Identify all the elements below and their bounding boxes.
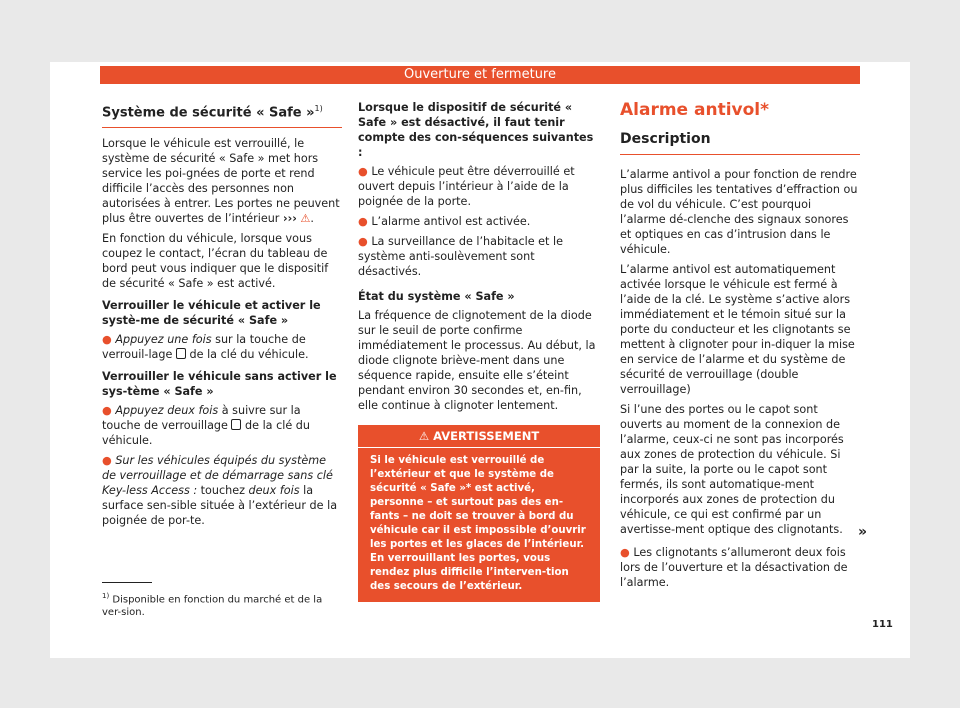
bullet-icon: ● [358, 235, 368, 248]
warning-header [358, 425, 600, 448]
bullet-icon: ● [358, 215, 368, 228]
bullet-icon: ● [102, 333, 112, 347]
paragraph: L’alarme antivol a pour fonction de rendre plus difficiles les tentatives d’effraction ou de vol du véhicule. C’est pourquoi l’alarme dé-clenche des signaux sonores et optiques en cas d’intrusion dans le véhicule. [620, 168, 858, 256]
subheading: Lorsque le dispositif de sécurité « Safe » est désactivé, il faut tenir compte des con-séquences suivantes : [358, 101, 594, 159]
warning-icon: ⚠ [418, 429, 430, 443]
bullet-icon: ● [358, 165, 368, 178]
text: la surface sen-sible située à l’extérieur de la poignée de por-te. [102, 484, 338, 528]
paragraph: En fonction du véhicule, lorsque vous coupez le contact, l’écran du tableau de bord peut vous indiquer que le dispositif de sécurité « Safe » est activé. [102, 232, 329, 291]
section-heading-safe [102, 100, 342, 128]
bullet-icon: ● [102, 454, 112, 468]
text: Les clignotants s’allumeront deux fois lors de l’ouverture et la désactivation de l’alarme. [620, 546, 848, 589]
footnote-ref: 1) [314, 104, 323, 113]
footnote-text: Disponible en fonction du marché et de la ver-sion. [102, 594, 323, 619]
bullet-item [358, 164, 600, 209]
text: L’alarme antivol est activée. [371, 215, 531, 228]
section-title-alarm: Alarme antivol* [620, 100, 770, 120]
warning-box [358, 425, 600, 602]
footnote-mark: 1) [102, 592, 110, 600]
column-safe-consequences [358, 100, 600, 602]
subheading: État du système « Safe » [358, 290, 515, 303]
emphasis: Sur les véhicules équipés du système de verrouillage et de démarrage sans clé Key-less Access : [102, 454, 333, 498]
emphasis: Appuyez deux fois [115, 404, 219, 418]
paragraph: Si l’une des portes ou le capot sont ouverts au moment de la connexion de l’alarme, ceux-ci ne sont pas incorporés aux zones de protection du véhicule. Si par la suite, la porte ou le capot sont fermés, ils sont automatique-ment incorporés aux zones de protection du véhicule, ce qui est confirmé par un avertisse-ment optique des clignotants. [620, 403, 844, 536]
column-alarm [620, 100, 860, 595]
subheading: Verrouiller le véhicule sans activer le sys-tème « Safe » [102, 370, 337, 399]
text: La surveillance de l’habitacle et le système anti-soulèvement sont désactivés. [358, 235, 563, 278]
lock-key-icon [231, 419, 241, 430]
bullet-item [620, 545, 860, 590]
emphasis: Appuyez une fois [115, 333, 212, 347]
paragraph: La fréquence de clignotement de la diode sur le seuil de porte confirme immédiatement le processus. Au début, la diode clignote briève-ment dans une séquence rapide, ensuite elle s’éteint pendant environ 30 secondes et, en-fin, elle continue à clignoter lentement. [358, 309, 596, 412]
footnote [102, 590, 342, 619]
heading-text: Système de sécurité « Safe » [102, 105, 315, 121]
bullet-item [102, 332, 342, 362]
text: touchez [197, 484, 249, 498]
page-number: 111 [872, 619, 893, 630]
warning-text: Si le véhicule est verrouillé de l’extérieur et que le système de sécurité « Safe »* est activé, personne – et surtout pas des en-fants – ne doit se trouver à bord du véhicule car il est impossible d’ouvrir les portes et les glaces de l’intérieur. En verrouillant les portes, vous rendez plus difficile l’interven-tion des secours de l’extérieur. [370, 455, 586, 592]
continue-arrow-icon: » [858, 524, 868, 540]
text: à suivre sur la touche de verrouillage [102, 404, 301, 433]
text: sur la touche de verrouil-lage [102, 333, 306, 362]
text: de la clé du véhicule. [102, 419, 310, 448]
paragraph: Lorsque le véhicule est verrouillé, le système de sécurité « Safe » met hors service les poi-gnées de porte et rend difficile l’accès des personnes non autorisées à entrer. Les portes ne peuvent plus être ouvertes de l’intérieur ››› ⚠. [102, 137, 340, 226]
subsection-heading-description: Description [620, 130, 860, 155]
text: de la clé du véhicule. [185, 348, 309, 362]
subheading: Verrouiller le véhicule et activer le systè-me de sécurité « Safe » [102, 299, 321, 328]
cross-ref-arrows[interactable]: ››› [282, 212, 297, 226]
footnote-divider [102, 582, 152, 583]
page-header: Ouverture et fermeture [100, 66, 860, 84]
lock-key-icon [176, 348, 186, 359]
bullet-item [358, 214, 600, 229]
bullet-icon: ● [102, 404, 112, 418]
bullet-item [358, 234, 600, 279]
warning-title: AVERTISSEMENT [433, 429, 540, 443]
bullet-item [102, 403, 342, 448]
paragraph-text: Lorsque le véhicule est verrouillé, le système de sécurité « Safe » met hors service les poi-gnées de porte et rend difficile l’accès des personnes non autorisées à entrer. Les portes ne peuvent plus être ouvertes de l’intérieur [102, 137, 340, 226]
emphasis: deux fois [248, 484, 300, 498]
column-safe-system [102, 100, 342, 533]
bullet-icon: ● [620, 546, 630, 559]
text: Le véhicule peut être déverrouillé et ouvert depuis l’intérieur à l’aide de la poignée de la porte. [358, 165, 575, 208]
warning-icon: ⚠ [300, 212, 311, 226]
bullet-item [102, 453, 342, 528]
paragraph: L’alarme antivol est automatiquement activée lorsque le véhicule est fermé à l’aide de la clé. Le système s’active alors immédiatement et le témoin situé sur la porte du conducteur et les clignotants se mettent à clignoter pour in-diquer la mise en service de l’alarme et du système de sécurité de verrouillage (double verrouillage) [620, 263, 855, 396]
